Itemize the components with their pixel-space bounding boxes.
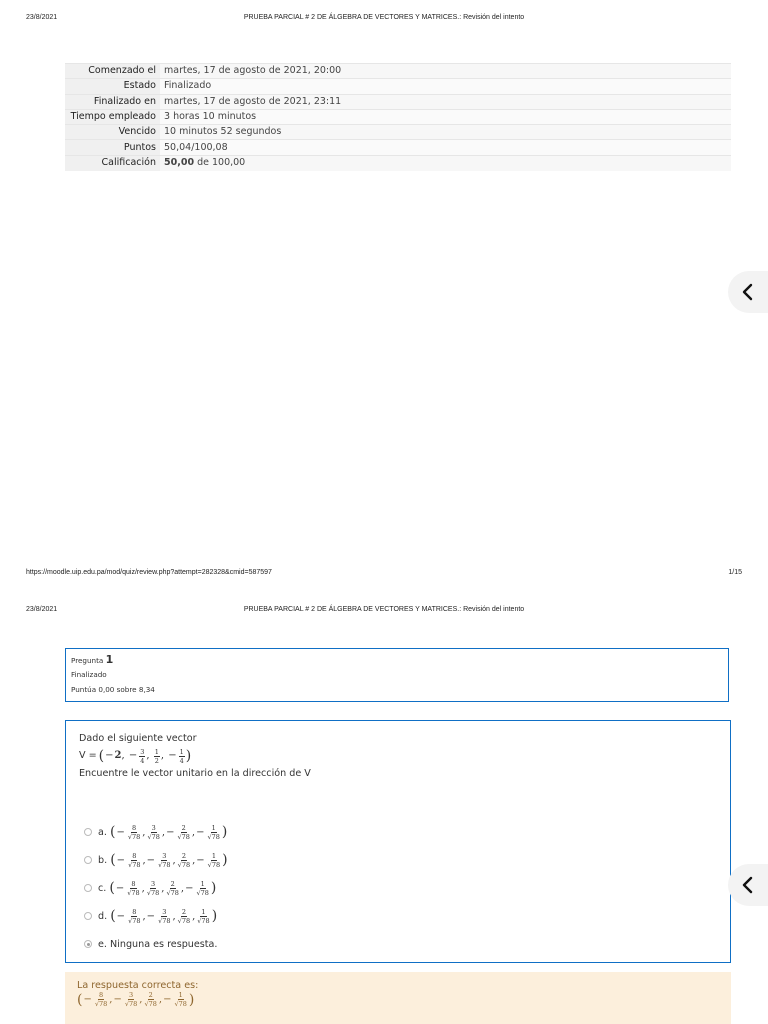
summary-value: 10 minutos 52 segundos <box>160 125 731 140</box>
header-date: 23/8/2021 <box>26 606 58 613</box>
option-a-math: ( − $\frac{8}{√78}$ , $\frac{3}{√78}$ , − $\frac{2}{√78}$ , − $\frac{1}{√78}$ ) <box>110 823 228 841</box>
correct-answer-label: La respuesta correcta es: <box>77 980 199 991</box>
summary-value: martes, 17 de agosto de 2021, 23:11 <box>160 94 731 109</box>
table-row <box>65 79 731 94</box>
option-b-math: ( − $\frac{8}{√78}$ , − $\frac{3}{√78}$ , $\frac{2}{√78}$ , − $\frac{1}{√78}$ ) <box>110 851 228 869</box>
collapse-drawer-button[interactable] <box>728 271 768 313</box>
option-d[interactable]: d. ( − $\frac{8}{√78}$ , − $\frac{3}{√78}$ , $\frac{2}{√78}$ , $\frac{1}{√78}$ ) <box>84 902 228 930</box>
footer-url[interactable]: https://moodle.uip.edu.pa/mod/quiz/review.php?attempt=282328&cmid=587597 <box>26 569 272 576</box>
radio-d[interactable] <box>84 912 92 920</box>
table-row <box>65 64 731 79</box>
attempt-summary-table <box>65 63 731 171</box>
header-title: PRUEBA PARCIAL # 2 DE ÁLGEBRA DE VECTORES Y MATRICES.: Revisión del intento <box>243 606 525 613</box>
option-c[interactable]: c. ( − $\frac{8}{√78}$ , $\frac{3}{√78}$ , $\frac{2}{√78}$ , − $\frac{1}{√78}$ ) <box>84 874 228 902</box>
collapse-drawer-button[interactable] <box>728 864 768 906</box>
question-status: Finalizado <box>71 670 107 679</box>
header-title: PRUEBA PARCIAL # 2 DE ÁLGEBRA DE VECTORES Y MATRICES.: Revisión del intento <box>243 14 525 21</box>
page-header <box>0 14 768 28</box>
summary-label: Tiempo empleado <box>65 109 160 124</box>
option-b[interactable]: b. ( − $\frac{8}{√78}$ , − $\frac{3}{√78}$ , $\frac{2}{√78}$ , − $\frac{1}{√78}$ ) <box>84 846 228 874</box>
table-row <box>65 155 731 170</box>
correct-answer-feedback <box>65 972 731 1024</box>
radio-c[interactable] <box>84 884 92 892</box>
grade-value <box>160 155 731 170</box>
option-c-math: ( − $\frac{8}{√78}$ , $\frac{3}{√78}$ , $\frac{2}{√78}$ , − $\frac{1}{√78}$ ) <box>109 879 217 897</box>
header-date: 23/8/2021 <box>26 14 58 21</box>
correct-answer-math: ( − $\frac{8}{√78}$ , − $\frac{3}{√78}$ , $\frac{2}{√78}$ , − $\frac{1}{√78}$ ) <box>77 991 195 1008</box>
question-text-prompt: Encuentre le vector unitario en la dirección de V <box>79 768 311 779</box>
question-text-intro: Dado el siguiente vector <box>79 733 197 744</box>
summary-label: Finalizado en <box>65 94 160 109</box>
grade-score: 50,00 <box>164 157 195 169</box>
page-header <box>0 606 768 620</box>
summary-value: 50,04/100,08 <box>160 140 731 155</box>
radio-b[interactable] <box>84 856 92 864</box>
chevron-left-icon <box>741 876 755 894</box>
chevron-left-icon <box>741 283 755 301</box>
option-e-text: Ninguna es respuesta. <box>110 938 218 950</box>
question-score: Puntúa 0,00 sobre 8,34 <box>71 685 155 694</box>
option-d-math: ( − $\frac{8}{√78}$ , − $\frac{3}{√78}$ , $\frac{2}{√78}$ , $\frac{1}{√78}$ ) <box>110 907 218 925</box>
answer-options <box>84 818 228 958</box>
summary-label: Comenzado el <box>65 64 160 79</box>
footer-page-number: 1/15 <box>728 569 742 576</box>
question-vector <box>79 746 717 766</box>
summary-label: Puntos <box>65 140 160 155</box>
grade-max: de 100,00 <box>194 157 246 169</box>
table-row <box>65 140 731 155</box>
summary-label: Vencido <box>65 125 160 140</box>
vector-prefix: V = <box>79 750 97 761</box>
option-a[interactable]: a. ( − $\frac{8}{√78}$ , $\frac{3}{√78}$ , − $\frac{2}{√78}$ , − $\frac{1}{√78}$ ) <box>84 818 228 846</box>
summary-value: 3 horas 10 minutos <box>160 109 731 124</box>
summary-value: Finalizado <box>160 79 731 94</box>
summary-label: Calificación <box>65 155 160 170</box>
question-info <box>65 648 729 702</box>
summary-value: martes, 17 de agosto de 2021, 20:00 <box>160 64 731 79</box>
question-content <box>65 720 731 963</box>
question-number: Pregunta 1 <box>71 653 114 666</box>
summary-label: Estado <box>65 79 160 94</box>
radio-a[interactable] <box>84 828 92 836</box>
table-row <box>65 94 731 109</box>
radio-e[interactable] <box>84 940 92 948</box>
option-e[interactable]: e. Ninguna es respuesta. <box>84 930 228 958</box>
table-row <box>65 125 731 140</box>
table-row <box>65 109 731 124</box>
vector-expression: ( − 2 , − $\frac{3}{4}$ , $\frac{1}{2}$ , − $\frac{1}{4}$ ) <box>98 747 192 765</box>
